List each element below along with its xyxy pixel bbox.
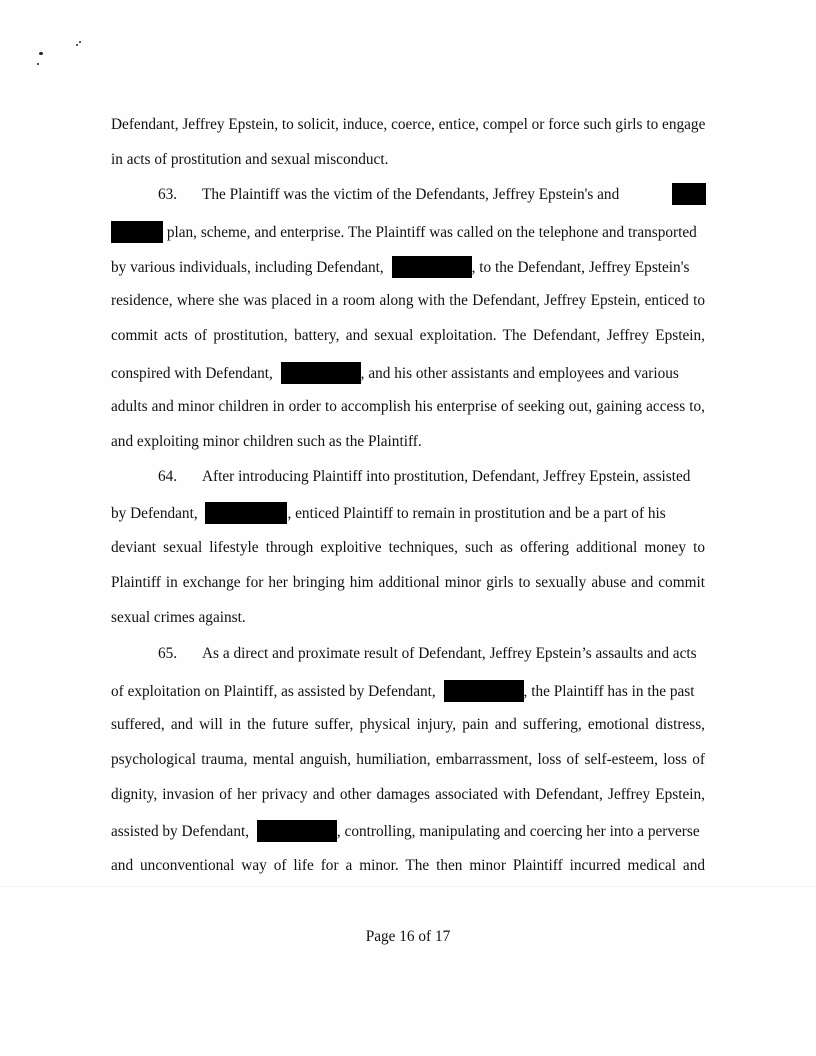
paragraph-64-first-line: [158, 467, 705, 487]
text-line: dignity, invasion of her privacy and other damages associated with Defendant, Jeffrey Epstein,: [111, 786, 705, 803]
text-line: [111, 502, 705, 524]
text-span: by various individuals, including Defendant,: [111, 259, 384, 276]
text-line: [111, 256, 705, 278]
text-line: Plaintiff in exchange for her bringing him additional minor girls to sexually abuse and commit: [111, 574, 705, 591]
text-span: The Plaintiff was the victim of the Defendants, Jeffrey Epstein's and: [202, 186, 620, 203]
text-line: in acts of prostitution and sexual misconduct.: [111, 151, 389, 168]
scan-speck: [76, 44, 78, 46]
redaction-block: [444, 680, 524, 702]
scan-artifact-line: [0, 886, 816, 887]
text-line: psychological trauma, mental anguish, humiliation, embarrassment, loss of self-esteem, loss of: [111, 751, 705, 768]
paragraph-number: 65.: [158, 645, 178, 662]
redaction-block: [281, 362, 361, 384]
text-line: [111, 362, 705, 384]
scan-speck: [39, 52, 43, 55]
text-line: Defendant, Jeffrey Epstein, to solicit, induce, coerce, entice, compel or force such girls to engage: [111, 116, 706, 133]
text-span: , enticed Plaintiff to remain in prostitution and be a part of his: [287, 505, 666, 522]
paragraph-number: 63.: [158, 186, 178, 203]
paragraph-65-first-line: [158, 644, 705, 664]
text-line: suffered, and will in the future suffer, physical injury, pain and suffering, emotional distress,: [111, 716, 705, 733]
text-span: conspired with Defendant,: [111, 365, 273, 382]
text-line: residence, where she was placed in a room along with the Defendant, Jeffrey Epstein, enticed to: [111, 292, 705, 309]
text-span: by Defendant,: [111, 505, 198, 522]
redaction-block: [392, 256, 472, 278]
paragraph-63-first-line: [158, 185, 705, 205]
redaction-block: [672, 183, 706, 205]
text-line: deviant sexual lifestyle through exploitive techniques, such as offering additional money to: [111, 539, 705, 556]
text-line: sexual crimes against.: [111, 609, 246, 626]
text-span: , the Plaintiff has in the past: [523, 683, 695, 700]
text-line: [111, 820, 705, 842]
text-line: and exploiting minor children such as the Plaintiff.: [111, 433, 422, 450]
text-span: plan, scheme, and enterprise. The Plaintiff was called on the telephone and transported: [166, 224, 697, 241]
redaction-block: [111, 221, 163, 243]
redaction-block: [205, 502, 287, 524]
text-span: of exploitation on Plaintiff, as assisted by Defendant,: [111, 683, 436, 700]
redaction-block: [257, 820, 337, 842]
scan-speck: [79, 41, 81, 43]
text-span: As a direct and proximate result of Defendant, Jeffrey Epstein’s assaults and acts: [202, 645, 697, 662]
text-span: assisted by Defendant,: [111, 823, 250, 840]
text-span: After introducing Plaintiff into prostitution, Defendant, Jeffrey Epstein, assisted: [202, 468, 691, 485]
text-line: adults and minor children in order to accomplish his enterprise of seeking out, gaining access to,: [111, 398, 705, 415]
paragraph-number: 64.: [158, 468, 178, 485]
text-line: [111, 221, 705, 243]
page-number-footer: Page 16 of 17: [365, 928, 451, 945]
text-span: , and his other assistants and employees and various: [360, 365, 679, 382]
text-line: and unconventional way of life for a minor. The then minor Plaintiff incurred medical and: [111, 857, 705, 874]
text-line: commit acts of prostitution, battery, and sexual exploitation. The Defendant, Jeffrey Epstein,: [111, 327, 705, 344]
text-span: , to the Defendant, Jeffrey Epstein's: [471, 259, 690, 276]
scan-speck: [37, 63, 39, 65]
text-line: [111, 680, 705, 702]
text-span: , controlling, manipulating and coercing her into a perverse: [336, 823, 700, 840]
